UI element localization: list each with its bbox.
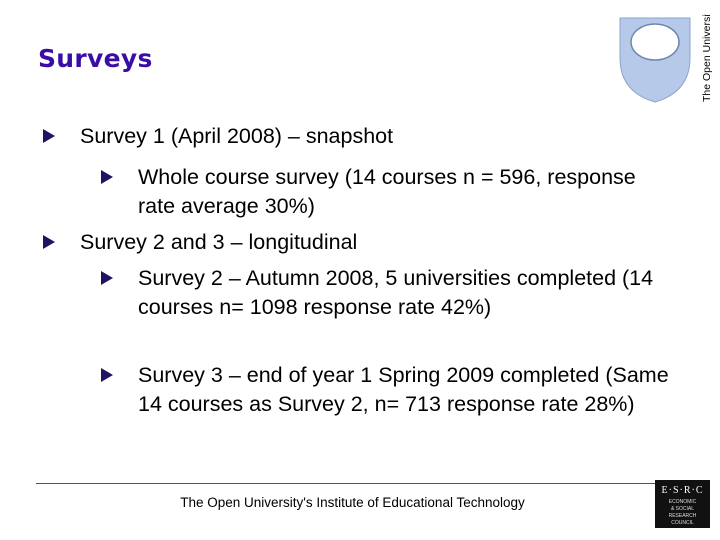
bullet-arrow-icon xyxy=(101,170,113,184)
bullet-item: Survey 2 and 3 – longitudinal xyxy=(80,230,358,254)
svg-text:COUNCIL: COUNCIL xyxy=(671,520,694,526)
bullet-arrow-icon xyxy=(43,235,55,249)
svg-text:ECONOMIC: ECONOMIC xyxy=(668,499,697,505)
footer-text: The Open University's Institute of Educational Technology xyxy=(180,495,525,510)
svg-text:& SOCIAL: & SOCIAL xyxy=(670,506,695,512)
esrc-logo-icon xyxy=(655,480,710,528)
footer-divider xyxy=(36,483,660,484)
sub-bullet-item: Survey 2 – Autumn 2008, 5 universities completed (14 courses n= 1098 response rate 42%) xyxy=(138,266,654,319)
bullet-arrow-icon xyxy=(101,368,113,382)
svg-text:RESEARCH: RESEARCH xyxy=(668,513,697,519)
esrc-logo xyxy=(655,480,710,528)
slide-title: Surveys xyxy=(38,44,153,73)
sub-bullet-item: Survey 3 – end of year 1 Spring 2009 completed (Same 14 courses as Survey 2, n= 713 response rate 28%) xyxy=(138,363,669,416)
svg-text:E·S·R·C: E·S·R·C xyxy=(661,485,704,496)
bullet-arrow-icon xyxy=(101,271,113,285)
bullet-arrow-icon xyxy=(43,129,55,143)
sub-bullet-item: Whole course survey (14 courses n = 596, response rate average 30%) xyxy=(138,165,636,218)
logo-wordmark: The Open University xyxy=(701,14,713,102)
bullet-item: Survey 1 (April 2008) – snapshot xyxy=(80,124,394,148)
